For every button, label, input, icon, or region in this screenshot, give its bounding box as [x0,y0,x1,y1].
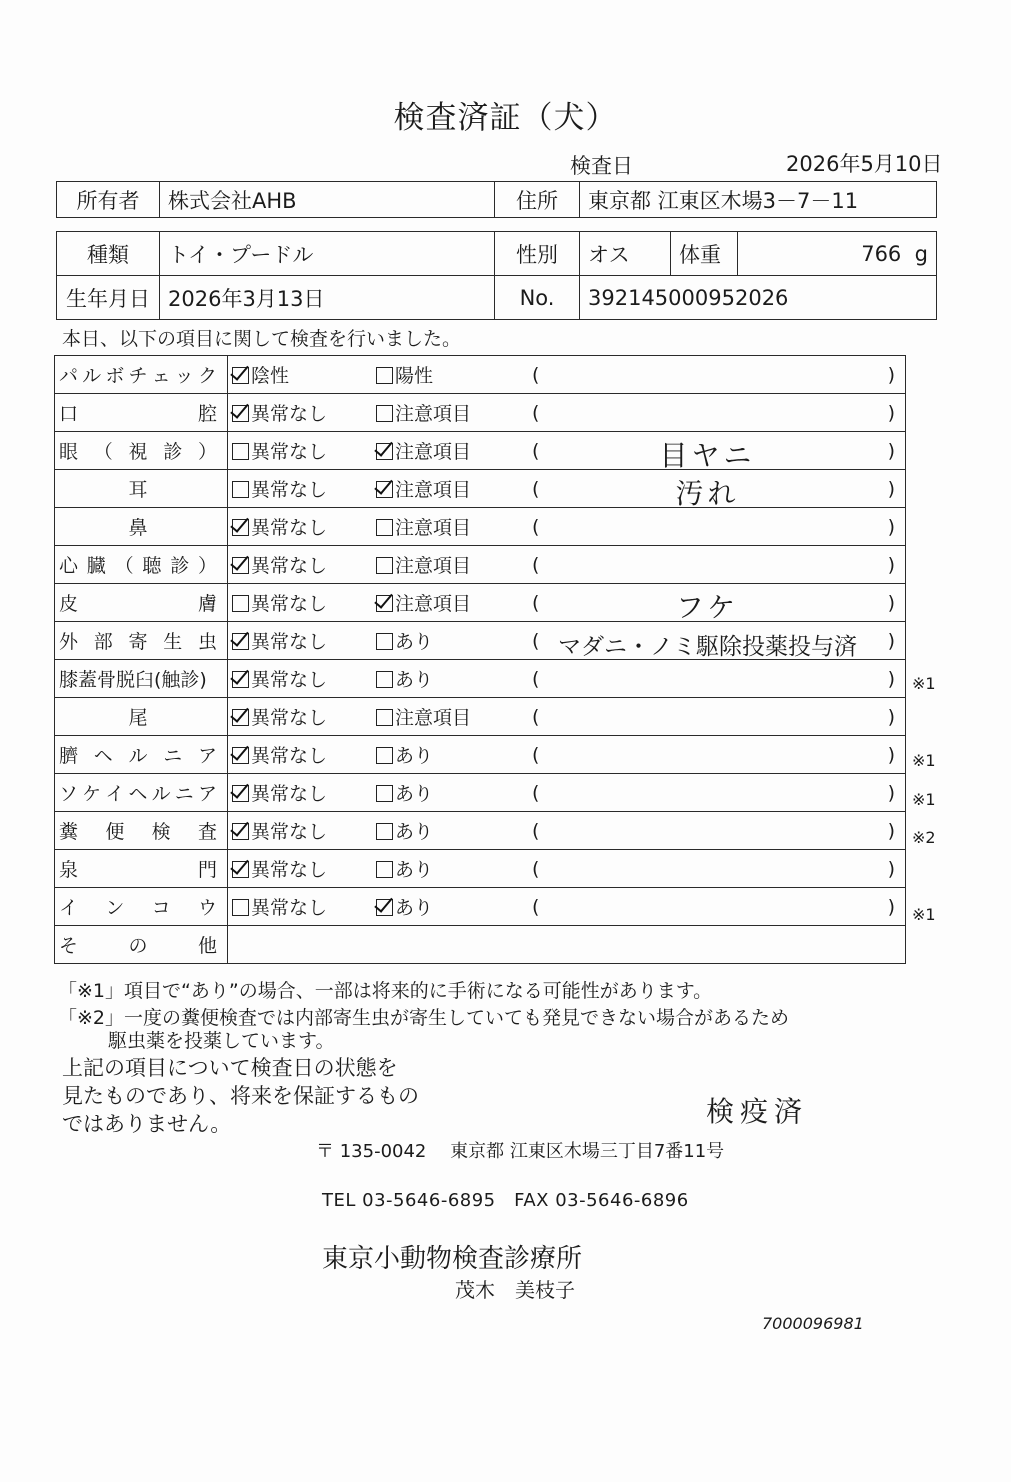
sex-value: オス [580,232,671,276]
quarantine-stamp: 検疫済 [706,1095,809,1128]
option-2[interactable]: 注意項目 [366,584,510,622]
inspection-date-value: 2026年5月10日 [786,152,943,176]
paren-open: ( [532,668,540,690]
checkbox[interactable] [232,861,249,878]
option-1[interactable]: 異常なし [228,850,367,888]
item-comment [510,888,906,926]
item-name: 尾 [55,698,228,736]
option-2[interactable]: 注意項目 [366,432,510,470]
disclaimer [62,1054,419,1138]
table-row [55,356,906,394]
clinic-name: 東京小動物検査診療所 [322,1244,583,1274]
option-2[interactable]: あり [366,888,510,926]
serial-number: 7000096981 [762,1314,864,1333]
item-comment [510,470,906,508]
checkbox[interactable] [376,785,393,802]
intro-text: 本日、以下の項目に関して検査を行いました。 [62,328,462,350]
item-name: 糞 便 検 査 [55,812,228,850]
disclaimer-line: 上記の項目について検査日の状態を [62,1056,398,1080]
item-name: 膝蓋骨脱臼(触診) [55,660,228,698]
table-row [55,850,906,888]
option-1[interactable]: 異常なし [228,508,367,546]
clinic-address: 〒 135-0042 東京都 江東区木場三丁目7番11号 [316,1141,725,1162]
option-2[interactable]: あり [366,660,510,698]
item-name: 耳 [55,470,228,508]
checkbox[interactable] [232,557,249,574]
option-2[interactable]: 注意項目 [366,698,510,736]
footnote-2-cont: 駆虫薬を投薬しています。 [108,1030,335,1052]
birth-label: 生年月日 [57,276,160,320]
inspection-date-label: 検査日 [570,154,633,178]
checkbox[interactable] [232,671,249,688]
sex-label: 性別 [495,232,580,276]
option-2[interactable]: あり [366,774,510,812]
owner-label: 所有者 [57,182,160,218]
no-label: No. [495,276,580,320]
item-name: イ ン コ ウ [55,888,228,926]
item-name: 心 臓 （ 聴 診 ） [55,546,228,584]
option-2[interactable]: あり [366,736,510,774]
document-title: 検査済証（犬） [393,100,618,136]
item-comment [510,660,906,698]
item-note: ※1 [912,751,936,770]
paren-open: ( [532,706,540,728]
checkbox[interactable] [376,557,393,574]
table-row [55,888,906,926]
checkbox[interactable] [232,747,249,764]
checkbox[interactable] [376,671,393,688]
address-label: 住所 [495,182,580,218]
paren-open: ( [532,516,540,538]
checkbox[interactable] [376,633,393,650]
paren-close: ) [887,478,895,500]
checkbox[interactable] [232,633,249,650]
checkbox[interactable] [232,367,249,384]
paren-open: ( [532,440,540,462]
item-comment [510,774,906,812]
checkbox[interactable] [376,899,393,916]
owner-table [56,181,937,218]
breed-label: 種類 [57,232,160,276]
option-2[interactable]: 注意項目 [366,470,510,508]
table-row [55,432,906,470]
paren-open: ( [532,782,540,804]
item-comment [510,698,906,736]
table-row [55,926,906,964]
option-1[interactable]: 異常なし [228,622,367,660]
no-value: 392145000952026 [580,276,937,320]
option-1[interactable]: 異常なし [228,394,367,432]
option-2[interactable]: 陽性 [366,356,510,394]
paren-open: ( [532,820,540,842]
table-row [55,508,906,546]
other-value [228,926,906,964]
option-2[interactable]: あり [366,812,510,850]
item-name: 臍 ヘ ル ニ ア [55,736,228,774]
item-name: 泉 門 [55,850,228,888]
item-comment [510,394,906,432]
checkbox[interactable] [376,861,393,878]
item-name: そ の 他 [55,926,228,964]
address-value: 東京都 江東区木場3－7－11 [580,182,937,218]
paren-close: ) [887,516,895,538]
checkbox[interactable] [376,405,393,422]
checkbox[interactable] [376,481,393,498]
option-1[interactable]: 異常なし [228,432,367,470]
paren-close: ) [887,364,895,386]
comment-text: 汚れ [675,477,740,510]
pet-table [56,231,937,320]
checkbox[interactable] [376,367,393,384]
item-comment [510,850,906,888]
item-name: 眼 （ 視 診 ） [55,432,228,470]
table-row [55,394,906,432]
item-comment [510,546,906,584]
item-name: 外 部 寄 生 虫 [55,622,228,660]
comment-text: フケ [675,591,740,624]
table-row [55,812,906,850]
item-name: 皮 膚 [55,584,228,622]
owner-value: 株式会社AHB [160,182,495,218]
item-comment [510,584,906,622]
checkbox[interactable] [232,481,249,498]
paren-open: ( [532,402,540,424]
paren-open: ( [532,554,540,576]
option-1[interactable]: 陰性 [228,356,367,394]
option-1[interactable]: 異常なし [228,736,367,774]
weight-label: 体重 [671,232,738,276]
item-comment [510,736,906,774]
table-row [55,546,906,584]
checkbox[interactable] [232,405,249,422]
footnote-2: 「※2」一度の糞便検査では内部寄生虫が寄生していても発見できない場合があるため [58,1007,790,1029]
table-row [55,622,906,660]
paren-close: ) [887,782,895,804]
disclaimer-line: ではありません。 [62,1112,232,1136]
option-2[interactable]: 注意項目 [366,546,510,584]
table-row [55,584,906,622]
paren-open: ( [532,478,540,500]
paren-close: ) [887,668,895,690]
paren-close: ) [887,706,895,728]
paren-open: ( [532,592,540,614]
item-comment [510,356,906,394]
item-name: 口 腔 [55,394,228,432]
table-row [55,660,906,698]
inspection-items-table [54,355,906,964]
item-note: ※1 [912,673,936,693]
checkbox[interactable] [376,443,393,460]
paren-open: ( [532,896,540,918]
checkbox[interactable] [232,785,249,802]
paren-open: ( [532,858,540,880]
option-2[interactable]: 注意項目 [366,394,510,432]
veterinarian-name: 茂木 美枝子 [455,1278,575,1302]
item-comment [510,508,906,546]
option-1[interactable]: 異常なし [228,774,367,812]
paren-open: ( [532,630,540,652]
table-row [55,774,906,812]
paren-close: ) [887,820,895,842]
option-1[interactable]: 異常なし [228,812,367,850]
option-2[interactable]: あり [366,850,510,888]
checkbox[interactable] [376,595,393,612]
checkbox[interactable] [376,747,393,764]
paren-close: ) [887,630,895,652]
item-comment [510,622,906,660]
footnote-1: 「※1」項目で“あり”の場合、一部は将来的に手術になる可能性があります。 [58,980,713,1002]
item-name: 鼻 [55,508,228,546]
option-1[interactable]: 異常なし [228,546,367,584]
checkbox[interactable] [232,519,249,536]
table-row [55,470,906,508]
option-1[interactable]: 異常なし [228,470,367,508]
checkbox[interactable] [232,443,249,460]
paren-close: ) [887,744,895,766]
checkbox[interactable] [232,595,249,612]
table-row [55,698,906,736]
paren-close: ) [887,858,895,880]
paren-close: ) [887,402,895,424]
disclaimer-line: 見たものであり、将来を保証するもの [62,1084,419,1108]
paren-close: ) [887,440,895,462]
option-1[interactable]: 異常なし [228,888,367,926]
checkbox[interactable] [376,709,393,726]
item-note: ※1 [912,905,936,925]
option-2[interactable]: あり [366,622,510,660]
birth-value: 2026年3月13日 [160,276,495,320]
paren-close: ) [887,554,895,576]
checkbox[interactable] [232,709,249,726]
option-1[interactable]: 異常なし [228,698,367,736]
option-2[interactable]: 注意項目 [366,508,510,546]
clinic-phone-fax: TEL 03-5646-6895 FAX 03-5646-6896 [322,1190,689,1211]
option-1[interactable]: 異常なし [228,660,367,698]
checkbox[interactable] [376,519,393,536]
checkbox[interactable] [232,899,249,916]
paren-open: ( [532,364,540,386]
weight-value: 766 g [738,232,937,276]
item-note: ※1 [912,789,936,809]
breed-value: トイ・プードル [160,232,495,276]
paren-open: ( [532,744,540,766]
paren-close: ) [887,896,895,918]
item-comment [510,432,906,470]
table-row [55,736,906,774]
item-name: ソ ケ イ ヘ ル ニ ア [55,774,228,812]
item-comment [510,812,906,850]
paren-close: ) [887,592,895,614]
comment-text: 目ヤニ [659,439,756,472]
item-name: パ ル ボ チ ェ ッ ク [55,356,228,394]
comment-text: マダニ・ノミ駆除投薬投与済 [558,634,857,660]
item-note: ※2 [912,828,936,848]
option-1[interactable]: 異常なし [228,584,367,622]
checkbox[interactable] [376,823,393,840]
checkbox[interactable] [232,823,249,840]
